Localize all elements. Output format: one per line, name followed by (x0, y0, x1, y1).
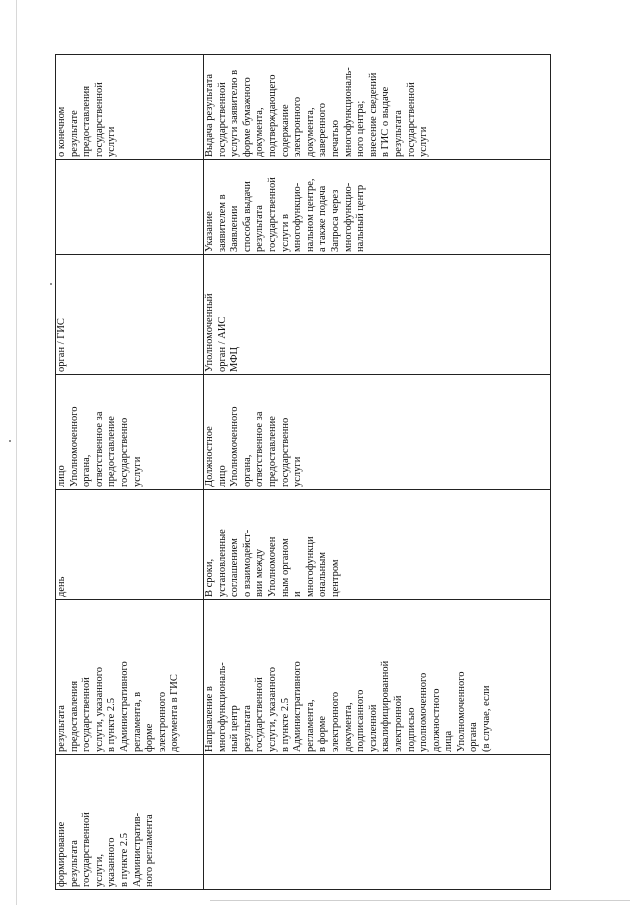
table-cell (204, 490, 551, 600)
table-row (204, 55, 551, 890)
table-cell (204, 255, 551, 375)
table-cell (204, 600, 551, 755)
table-cell (204, 160, 551, 255)
table-cell (56, 255, 204, 375)
table-row (56, 55, 204, 890)
rotated-table-container (55, 55, 550, 890)
cell-text: Указание заявителем в Заявлении способа выдачи результата государственной услуги в многофункцио- нальном центре, а также подача Запроса через многофункцио- нальный центр (204, 177, 367, 252)
cell-text: Выдача результата государственной услуги заявителю в форме бумажного документа, подтверждающего содержание электронного документа, заверенного печатью многофункциональ- ного центра; внесение сведений в ГИС о выдаче результата государственной услуги (204, 67, 430, 157)
scan-speck (50, 283, 52, 285)
table-cell (204, 55, 551, 160)
page-edge-line (16, 0, 17, 905)
cell-text: Направление в многофункциональ- ный центр результата государственной услуги, указанного в пункте 2.5 Административного регламента, в форме электронного документа, подписанного усиленной квалифицированной электронной подписью уполномоченного должностного лица Уполномоченного органа (в случае, если (204, 660, 493, 752)
table-cell (56, 600, 204, 755)
page-bottom-line (210, 900, 630, 901)
table-cell (204, 755, 551, 890)
table-cell (56, 55, 204, 160)
cell-text: результата предоставления государственной услуги, указанного в пункте 2.5 Административного регламента, в форме электронного документа в ГИС (56, 661, 181, 752)
table-cell (56, 160, 204, 255)
cell-text: формирование результата государственной услуги, указанного в пункте 2.5 Административ- ного регламента (56, 812, 156, 887)
cell-text: Должностное лицо Уполномоченного органа, ответственное за предоставление государственно услуги (204, 406, 304, 487)
table-cell (56, 375, 204, 490)
scan-speck (9, 440, 11, 442)
procedure-table (55, 54, 551, 890)
cell-text: В сроки, установленные соглашением о взаимодейст- вии между Уполномочен ным органом и многофункци ональным центром (204, 529, 341, 597)
cell-text: Уполномоченный орган / АИС МФЦ (204, 293, 241, 372)
cell-text: день (56, 576, 67, 597)
cell-text: о конечном результате предоставления государственной услуги (56, 82, 118, 157)
table-cell (204, 375, 551, 490)
cell-text: орган / ГИС (56, 318, 67, 372)
cell-text: лицо Уполномоченного органа, ответственное за предоставление государственно услуги (56, 406, 143, 487)
table-cell (56, 755, 204, 890)
table-cell (56, 490, 204, 600)
